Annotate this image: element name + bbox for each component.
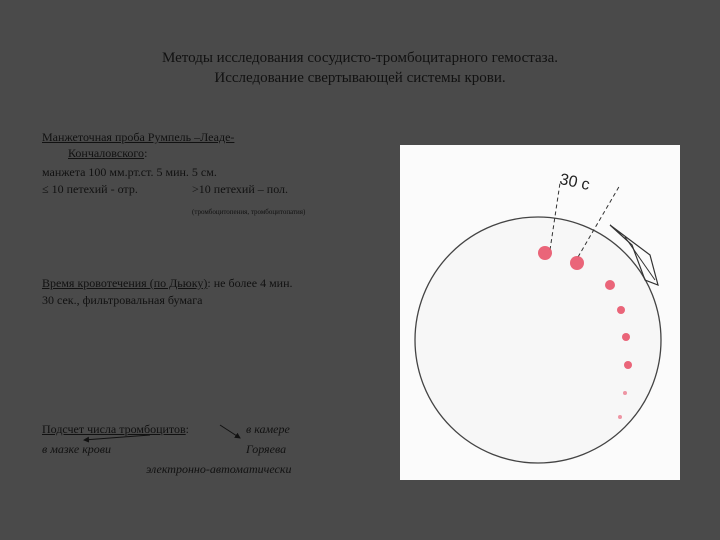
filter-paper-svg [400, 145, 680, 480]
method-smear: в мазке крови [42, 442, 112, 456]
bleeding-time-rest: : не более 4 мин. [207, 276, 293, 290]
bleeding-time-heading: Время кровотечения (по Дьюку) [42, 276, 208, 290]
method-chamber: в камере [246, 422, 290, 436]
method-electronic: электронно-автоматически [146, 462, 292, 476]
blood-spot [623, 391, 627, 395]
bleeding-time-line-2: 30 сек., фильтровальная бумага [42, 293, 203, 307]
platelet-count-heading-text: Подсчет числа тромбоцитов [42, 422, 186, 436]
cuff-test-parameters: манжета 100 мм.рт.ст. 5 мин. 5 см. [42, 165, 217, 179]
cuff-test-heading-2-text: Кончаловского [68, 146, 145, 160]
cuff-test-colon: : [144, 146, 148, 160]
cuff-test-heading-1: Манжеточная проба Румпель –Леаде- [42, 130, 235, 144]
arrow-to-chamber [220, 425, 240, 438]
filter-paper-figure [400, 145, 680, 480]
blood-spot [624, 361, 632, 369]
blood-spot [617, 306, 625, 314]
blood-spot [570, 256, 584, 270]
method-goryaev: Горяева [246, 442, 287, 456]
blood-spot [622, 333, 630, 341]
cuff-test-positive: >10 петехий – пол. [192, 182, 289, 196]
blood-spot [605, 280, 615, 290]
title-line-1: Методы исследования сосудисто-тромбоцитарного гемостаза. [161, 50, 558, 66]
time-label: 30 с [558, 171, 592, 194]
blood-spot [618, 415, 622, 419]
title-line-2: Исследование свертывающей системы крови. [214, 70, 506, 86]
platelet-count-colon: : [185, 422, 190, 436]
arrow-to-smear [84, 435, 150, 440]
blood-spot [538, 246, 552, 260]
cuff-test-negative: ≤ 10 петехий - отр. [42, 182, 138, 196]
cuff-test-note: (тромбоцитопения, тромбоцитопатия) [192, 208, 306, 216]
